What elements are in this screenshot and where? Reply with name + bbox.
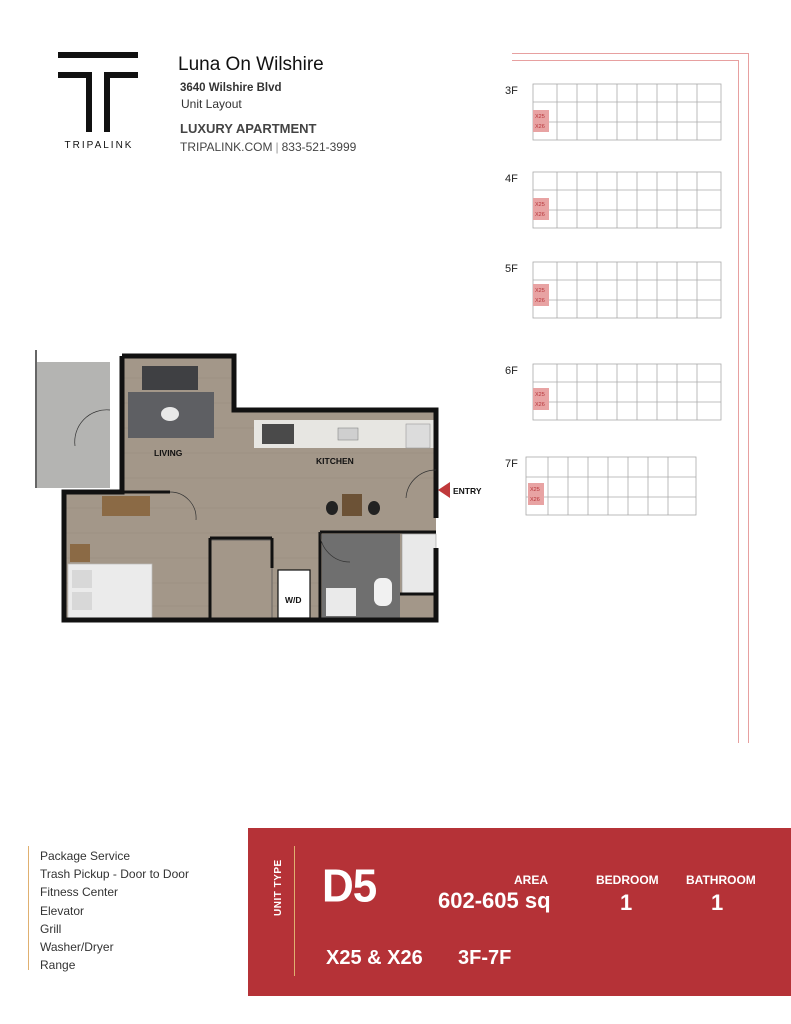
keyplan-7f[interactable]	[505, 455, 725, 525]
unit-tag-x25: X25	[535, 392, 545, 398]
brand-name: TRIPALINK	[64, 140, 134, 151]
room-label-living: LIVING	[154, 448, 183, 458]
amenity-item: Trash Pickup - Door to Door	[40, 867, 189, 882]
sofa	[142, 366, 198, 390]
room-label-laundry: W/D	[285, 595, 302, 605]
dining-chair	[326, 501, 338, 515]
frame-top-inner	[512, 60, 738, 61]
stove	[262, 424, 294, 444]
keyplan-4f[interactable]	[505, 170, 725, 240]
website-link[interactable]: TRIPALINK.COM	[180, 140, 273, 154]
fridge	[406, 424, 430, 448]
area-value: 602-605 sq	[438, 888, 551, 913]
amenities-list	[40, 847, 189, 974]
amenity-item: Elevator	[40, 903, 85, 918]
property-name: Luna On Wilshire	[178, 54, 324, 75]
keyplan-3f[interactable]	[505, 82, 725, 152]
frame-top-outer	[512, 53, 748, 54]
unit-code: D5	[322, 860, 377, 913]
unit-tag-x25: X25	[530, 487, 540, 493]
entry-arrow-icon	[438, 482, 450, 498]
dining-table	[342, 494, 362, 516]
unit-tag-x26: X26	[535, 402, 545, 408]
unit-tag-x25: X25	[535, 288, 545, 294]
amenity-item: Range	[40, 958, 76, 973]
vanity	[326, 588, 356, 616]
sink	[338, 428, 358, 440]
unit-tag-x26: X26	[530, 497, 540, 503]
category-label: LUXURY APARTMENT	[180, 121, 317, 136]
nightstand	[70, 544, 90, 562]
amenity-item: Washer/Dryer	[40, 939, 114, 954]
room-label-kitchen: KITCHEN	[316, 456, 354, 466]
tripalink-logo	[58, 52, 138, 152]
dining-chair	[368, 501, 380, 515]
unit-floor-plan	[30, 348, 490, 633]
floor-plate-diagram	[527, 362, 722, 427]
floor-label: 3F	[505, 85, 518, 97]
keyplan-6f[interactable]	[505, 362, 725, 432]
area-label: AREA	[514, 873, 549, 887]
room-label-entry: ENTRY	[453, 486, 482, 496]
amenity-item: Fitness Center	[40, 885, 119, 900]
floor-plate-diagram	[527, 260, 722, 325]
unit-info-divider	[294, 846, 295, 976]
frame-right-outer	[748, 53, 749, 743]
balcony	[36, 362, 110, 488]
bedroom-label: BEDROOM	[596, 873, 659, 887]
unit-tag-x26: X26	[535, 212, 545, 218]
unit-tag-x25: X25	[535, 202, 545, 208]
washer-dryer	[278, 570, 310, 618]
desk	[102, 496, 150, 516]
unit-type-label: UNIT TYPE	[273, 859, 284, 916]
floor-label: 4F	[505, 173, 518, 185]
bathroom-label: BATHROOM	[686, 873, 756, 887]
amenity-item: Grill	[40, 921, 62, 936]
layout-label: Unit Layout	[181, 97, 242, 111]
amenity-item: Package Service	[40, 849, 131, 863]
floor-label: 5F	[505, 263, 518, 275]
floor-label: 7F	[505, 458, 518, 470]
floor-plate-diagram	[527, 82, 722, 147]
floor-label: 6F	[505, 365, 518, 377]
frame-right-inner	[738, 60, 739, 743]
toilet	[374, 578, 392, 606]
unit-numbers: X25 & X26	[326, 947, 423, 969]
unit-tag-x26: X26	[535, 298, 545, 304]
keyplan-5f[interactable]	[505, 260, 725, 330]
contact-line: TRIPALINK.COM | 833-521-3999	[180, 140, 357, 154]
closet	[210, 540, 272, 618]
bedroom-value: 1	[620, 890, 633, 915]
floor-plate-diagram	[527, 170, 722, 235]
bed-pillow	[72, 592, 92, 610]
amenities-divider	[28, 846, 29, 970]
unit-tag-x26: X26	[535, 124, 545, 130]
property-address: 3640 Wilshire Blvd	[180, 82, 282, 94]
floor-plate-diagram	[520, 455, 705, 520]
coffee-table	[161, 407, 179, 421]
unit-floors: 3F-7F	[458, 947, 512, 969]
unit-tag-x25: X25	[535, 114, 545, 120]
phone-number[interactable]: 833-521-3999	[281, 140, 357, 154]
bathroom-value: 1	[711, 890, 724, 915]
bed-pillow	[72, 570, 92, 588]
shower	[402, 534, 436, 594]
